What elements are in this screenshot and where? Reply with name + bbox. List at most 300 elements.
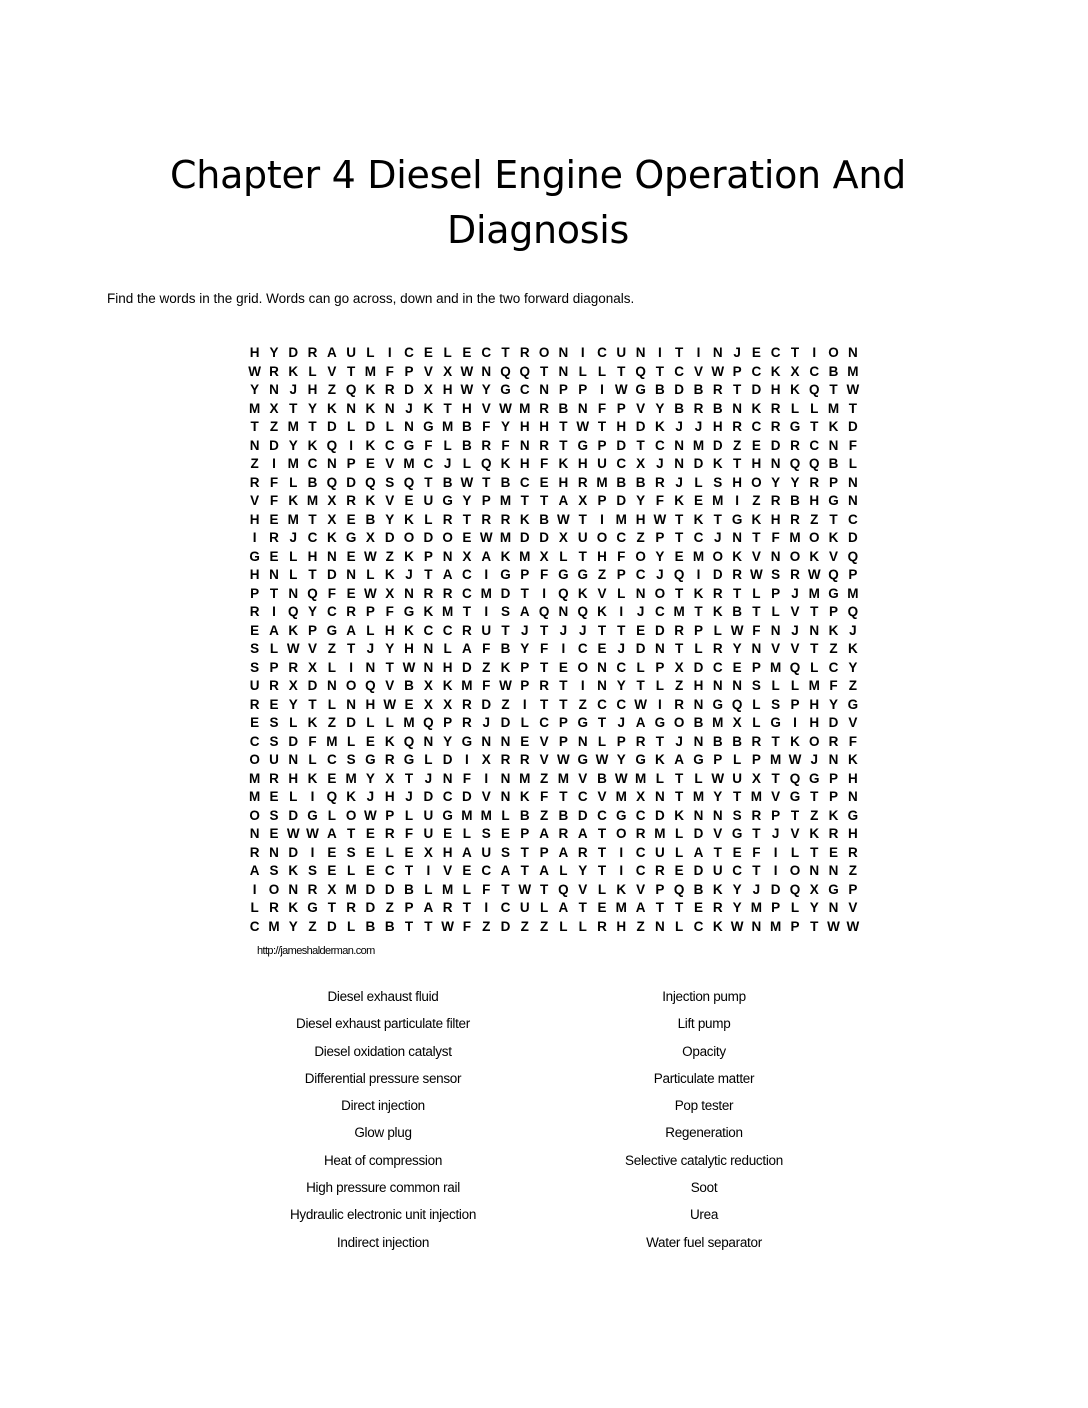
grid-letter: N [442, 548, 453, 564]
grid-letter: F [829, 678, 838, 693]
grid-letter: T [675, 641, 684, 656]
grid-letter: T [752, 530, 761, 545]
grid-letter: P [829, 604, 839, 619]
grid-letter: K [365, 400, 376, 416]
grid-letter: N [442, 770, 453, 786]
grid-letter: C [249, 918, 260, 934]
grid-letter: B [365, 918, 376, 934]
grid-letter: P [655, 530, 665, 545]
grid-letter: T [675, 900, 684, 915]
grid-letter: U [346, 345, 356, 360]
grid-letter: Y [732, 641, 742, 656]
grid-letter: Y [848, 659, 858, 675]
grid-letter: B [539, 511, 549, 527]
grid-letter: D [616, 493, 627, 508]
grid-letter: R [693, 400, 704, 416]
grid-letter: Y [790, 474, 800, 490]
grid-letter: P [346, 456, 356, 471]
grid-letter: R [384, 382, 395, 397]
grid-letter: F [385, 363, 394, 379]
grid-letter: N [635, 345, 646, 360]
grid-letter: H [384, 622, 395, 638]
grid-letter: N [655, 918, 665, 934]
grid-letter: K [288, 493, 299, 508]
grid-letter: E [674, 548, 684, 564]
grid-letter: K [597, 604, 607, 619]
grid-letter: L [732, 752, 742, 767]
grid-letter: Y [365, 770, 375, 786]
grid-letter: H [307, 548, 318, 564]
grid-letter: L [655, 770, 664, 786]
grid-letter: J [636, 604, 645, 619]
grid-letter: V [693, 363, 703, 379]
grid-letter: W [557, 511, 570, 527]
grid-row [245, 659, 863, 678]
grid-letter: B [558, 807, 569, 823]
grid-letter: H [847, 826, 858, 841]
grid-letter: G [577, 752, 588, 767]
grid-letter: E [404, 696, 414, 712]
grid-letter: R [674, 696, 685, 712]
grid-letter: P [713, 752, 723, 767]
grid-letter: K [307, 770, 318, 786]
grid-letter: A [442, 567, 453, 582]
grid-letter: X [423, 696, 433, 712]
grid-letter: I [812, 345, 817, 360]
grid-letter: K [519, 789, 530, 804]
grid-letter: F [848, 733, 857, 749]
grid-letter: F [617, 548, 626, 564]
grid-letter: K [365, 493, 376, 508]
grid-letter: V [751, 548, 761, 564]
instructions: Find the words in the grid. Words can go across, down and in the two forward diagonals. [107, 291, 635, 306]
grid-letter: K [288, 363, 299, 379]
grid-letter: E [597, 641, 607, 656]
grid-letter: P [848, 881, 858, 897]
grid-letter: E [732, 844, 742, 860]
grid-letter: I [387, 345, 392, 360]
grid-letter: K [770, 363, 781, 379]
grid-letter: L [636, 659, 645, 675]
grid-letter: C [326, 752, 337, 767]
grid-letter: K [655, 752, 665, 767]
grid-letter: X [636, 456, 646, 471]
grid-letter: L [559, 548, 568, 564]
grid-letter: H [442, 659, 453, 675]
grid-letter: Q [519, 363, 531, 379]
grid-letter: Y [655, 548, 665, 564]
grid-letter: L [752, 715, 761, 730]
grid-letter: K [751, 400, 762, 416]
grid-letter: E [365, 826, 375, 841]
grid-letter: B [732, 604, 742, 619]
grid-letter: K [500, 456, 511, 471]
grid-letter: K [384, 567, 395, 582]
grid-row [245, 363, 863, 382]
grid-letter: W [286, 826, 300, 841]
grid-letter: T [559, 437, 568, 453]
grid-letter: U [519, 900, 530, 915]
grid-letter: R [751, 733, 762, 749]
grid-letter: G [403, 604, 415, 619]
grid-letter: P [616, 400, 626, 416]
word-search-grid [245, 344, 863, 936]
grid-letter: K [693, 511, 704, 527]
grid-letter: C [693, 918, 704, 934]
grid-row [245, 881, 863, 900]
grid-letter: L [713, 622, 722, 638]
grid-letter: X [423, 382, 433, 397]
grid-letter: D [693, 659, 704, 675]
grid-letter: W [460, 382, 474, 397]
grid-letter: D [384, 881, 395, 897]
grid-letter: F [539, 456, 549, 471]
grid-letter: T [752, 826, 761, 841]
grid-letter: K [346, 789, 356, 804]
grid-letter: K [365, 437, 376, 453]
grid-letter: N [770, 622, 781, 638]
grid-letter: L [790, 678, 800, 693]
grid-letter: K [326, 400, 337, 416]
grid-letter: K [404, 511, 414, 527]
grid-letter: T [655, 363, 664, 379]
grid-letter: C [307, 456, 318, 471]
grid-letter: B [558, 400, 569, 416]
grid-letter: Z [636, 918, 645, 934]
grid-letter: L [347, 918, 356, 934]
grid-letter: B [519, 807, 530, 823]
grid-letter: V [385, 678, 395, 693]
grid-letter: R [346, 604, 356, 619]
grid-letter: T [617, 363, 626, 379]
grid-letter: U [712, 863, 723, 878]
grid-letter: Q [558, 881, 569, 897]
grid-letter: G [365, 752, 376, 767]
grid-letter: M [519, 770, 531, 786]
grid-letter: E [636, 622, 646, 638]
grid-letter: W [364, 548, 377, 564]
grid-letter: R [269, 678, 279, 693]
grid-letter: O [673, 715, 685, 730]
grid-letter: X [443, 363, 453, 379]
grid-letter: R [655, 863, 665, 878]
grid-letter: Z [539, 770, 549, 786]
grid-letter: E [346, 511, 356, 527]
grid-letter: T [713, 844, 722, 860]
word-list-item: Diesel oxidation catalyst [314, 1043, 452, 1059]
grid-letter: N [828, 752, 839, 767]
grid-letter: L [424, 511, 433, 527]
grid-letter: Q [500, 363, 511, 379]
grid-letter: K [790, 382, 800, 397]
grid-letter: V [481, 400, 491, 416]
grid-row [245, 566, 863, 585]
grid-letter: T [559, 789, 568, 804]
grid-letter: M [441, 604, 454, 619]
word-list-item: Diesel exhaust fluid [327, 989, 439, 1004]
grid-letter: R [249, 844, 260, 860]
grid-letter: M [557, 770, 570, 786]
grid-letter: V [385, 456, 395, 471]
grid-letter: N [732, 530, 742, 545]
grid-letter: M [615, 789, 627, 804]
grid-letter: B [500, 641, 511, 656]
grid-letter: W [286, 641, 300, 656]
grid-letter: C [770, 345, 781, 360]
grid-letter: T [732, 789, 742, 804]
grid-letter: N [558, 604, 569, 619]
grid-letter: T [810, 918, 819, 934]
grid-letter: C [481, 863, 492, 878]
grid-letter: T [810, 844, 819, 860]
grid-letter: M [403, 715, 415, 730]
grid-letter: E [693, 900, 703, 915]
grid-letter: W [306, 826, 319, 841]
grid-letter: N [809, 863, 820, 878]
grid-letter: T [539, 696, 549, 712]
grid-letter: M [596, 474, 608, 490]
grid-letter: L [327, 659, 336, 675]
grid-letter: N [346, 400, 356, 416]
grid-letter: P [693, 622, 703, 638]
grid-letter: A [269, 622, 279, 638]
grid-letter: J [656, 567, 664, 582]
grid-letter: P [558, 715, 568, 730]
grid-letter: Q [809, 456, 820, 471]
grid-letter: K [732, 548, 742, 564]
grid-letter: L [289, 715, 298, 730]
grid-letter: H [519, 456, 530, 471]
grid-letter: C [635, 567, 646, 582]
grid-letter: A [539, 826, 549, 841]
grid-letter: T [308, 696, 317, 712]
grid-letter: T [404, 918, 414, 934]
grid-letter: G [828, 585, 839, 601]
grid-row [245, 640, 863, 659]
grid-letter: L [597, 733, 607, 749]
grid-letter: A [558, 900, 569, 915]
grid-letter: T [810, 604, 819, 619]
grid-letter: T [810, 789, 819, 804]
grid-letter: D [326, 918, 337, 934]
grid-letter: M [326, 733, 338, 749]
grid-letter: Y [288, 437, 298, 453]
grid-letter: V [481, 789, 491, 804]
grid-letter: R [770, 419, 781, 434]
grid-letter: H [597, 548, 607, 564]
grid-letter: K [828, 622, 839, 638]
grid-letter: I [696, 567, 701, 582]
grid-letter: P [423, 548, 433, 564]
grid-letter: L [559, 863, 568, 878]
grid-letter: A [577, 826, 588, 841]
grid-letter: E [423, 345, 433, 360]
grid-letter: T [501, 881, 510, 897]
grid-letter: M [712, 493, 724, 508]
grid-letter: T [790, 807, 800, 823]
grid-letter: E [597, 900, 607, 915]
grid-letter: T [462, 511, 472, 527]
grid-letter: Z [597, 567, 607, 582]
grid-letter: N [597, 659, 607, 675]
grid-letter: V [327, 363, 337, 379]
grid-letter: Z [539, 918, 549, 934]
grid-letter: Q [326, 437, 338, 453]
grid-letter: M [808, 678, 820, 693]
grid-letter: M [249, 400, 261, 416]
grid-letter: R [712, 585, 723, 601]
grid-letter: F [385, 604, 394, 619]
grid-letter: N [423, 659, 434, 675]
grid-letter: Z [327, 382, 336, 397]
grid-letter: L [366, 345, 375, 360]
grid-letter: K [519, 511, 530, 527]
grid-letter: H [249, 511, 260, 527]
grid-letter: R [770, 400, 781, 416]
grid-letter: M [712, 715, 724, 730]
grid-letter: G [442, 493, 453, 508]
grid-letter: F [539, 567, 549, 582]
grid-letter: N [288, 752, 299, 767]
grid-letter: O [268, 881, 280, 897]
grid-letter: E [520, 733, 530, 749]
grid-letter: V [848, 900, 858, 915]
grid-letter: E [365, 733, 375, 749]
grid-letter: K [288, 900, 299, 915]
grid-letter: D [539, 530, 549, 545]
grid-letter: L [771, 678, 780, 693]
grid-letter: A [481, 548, 492, 564]
grid-letter: D [384, 530, 395, 545]
grid-letter: J [366, 641, 375, 656]
grid-letter: Y [732, 900, 742, 915]
grid-letter: W [364, 807, 377, 823]
grid-letter: E [346, 585, 356, 601]
grid-letter: N [847, 789, 858, 804]
grid-letter: U [423, 826, 434, 841]
grid-letter: A [462, 641, 472, 656]
grid-letter: T [675, 345, 684, 360]
grid-letter: K [307, 715, 318, 730]
grid-letter: O [345, 678, 357, 693]
grid-letter: T [732, 456, 742, 471]
grid-letter: C [712, 659, 723, 675]
grid-letter: G [789, 789, 801, 804]
grid-letter: M [519, 548, 531, 564]
grid-letter: J [791, 585, 799, 601]
grid-letter: R [519, 752, 530, 767]
grid-letter: I [484, 770, 489, 786]
grid-letter: T [675, 789, 684, 804]
grid-letter: F [424, 437, 433, 453]
grid-letter: N [249, 826, 260, 841]
grid-letter: B [307, 474, 318, 490]
grid-letter: L [269, 641, 279, 656]
grid-letter: D [365, 900, 376, 915]
grid-letter: P [597, 437, 607, 453]
grid-letter: Y [713, 789, 723, 804]
grid-letter: T [501, 345, 510, 360]
grid-letter: D [288, 733, 299, 749]
grid-letter: C [423, 456, 434, 471]
grid-letter: P [308, 622, 318, 638]
grid-letter: B [674, 400, 685, 416]
grid-letter: M [770, 752, 782, 767]
grid-letter: P [790, 918, 800, 934]
grid-letter: Y [809, 900, 819, 915]
grid-letter: T [501, 622, 510, 638]
grid-letter: F [462, 770, 472, 786]
grid-letter: T [617, 622, 626, 638]
grid-letter: C [500, 900, 511, 915]
grid-letter: K [674, 493, 685, 508]
grid-letter: W [441, 918, 454, 934]
grid-row [245, 862, 863, 881]
grid-letter: Z [578, 696, 587, 712]
grid-letter: G [828, 493, 839, 508]
grid-letter: R [500, 752, 511, 767]
grid-row [245, 918, 863, 937]
grid-letter: T [752, 604, 761, 619]
grid-letter: H [809, 696, 820, 712]
grid-letter: G [693, 752, 704, 767]
word-list-item: Differential pressure sensor [304, 1070, 462, 1086]
grid-letter: F [771, 530, 780, 545]
grid-letter: T [597, 715, 607, 730]
grid-letter: C [635, 863, 646, 878]
grid-letter: H [616, 419, 627, 434]
grid-letter: C [384, 863, 395, 878]
grid-letter: P [616, 567, 626, 582]
grid-letter: S [713, 474, 723, 490]
grid-letter: L [790, 400, 800, 416]
grid-letter: P [616, 733, 626, 749]
grid-letter: Z [636, 530, 645, 545]
grid-letter: W [827, 918, 840, 934]
grid-letter: M [306, 493, 319, 508]
grid-letter: M [750, 900, 762, 915]
grid-letter: C [674, 363, 685, 379]
grid-letter: M [827, 400, 840, 416]
grid-letter: I [252, 881, 257, 897]
grid-letter: L [810, 659, 819, 675]
grid-letter: V [423, 363, 433, 379]
grid-letter: P [771, 807, 781, 823]
grid-letter: T [597, 863, 607, 878]
grid-letter: Y [481, 382, 491, 397]
grid-letter: J [405, 789, 413, 804]
grid-letter: D [423, 530, 434, 545]
grid-letter: C [384, 437, 395, 453]
grid-letter: J [405, 567, 413, 582]
grid-letter: T [482, 474, 491, 490]
grid-letter: X [636, 789, 646, 804]
grid-letter: R [249, 604, 260, 619]
grid-letter: N [346, 567, 356, 582]
grid-letter: L [559, 918, 568, 934]
grid-letter: G [403, 437, 415, 453]
grid-letter: Z [385, 900, 394, 915]
grid-letter: L [289, 789, 298, 804]
grid-letter: P [751, 659, 761, 675]
grid-letter: K [828, 807, 839, 823]
grid-letter: M [287, 456, 299, 471]
grid-letter: E [751, 437, 761, 453]
grid-letter: H [249, 345, 260, 360]
grid-letter: N [539, 382, 549, 397]
word-list-left [223, 986, 543, 1259]
grid-row [245, 529, 863, 548]
